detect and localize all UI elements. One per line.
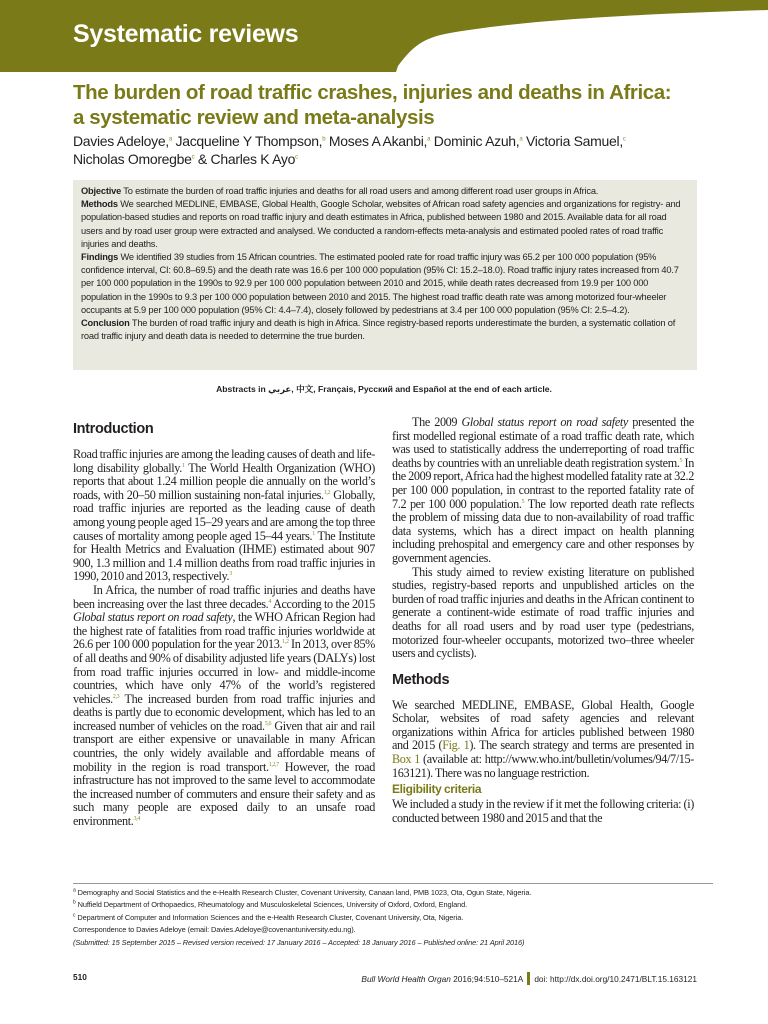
citation-ref[interactable]: 3 <box>229 571 232 578</box>
methods-paragraph-1 <box>392 699 694 781</box>
body-text: , the WHO African Region had the highest rate of fatalities from road traffic injuries worldwide at 26.6 per 100 000 population for the year 2013. <box>73 610 375 652</box>
affiliation-mark: a <box>427 136 431 143</box>
paper-title-line-2: a systematic review and meta-analysis <box>73 106 435 129</box>
box-link[interactable]: Box 1 <box>392 752 421 767</box>
author-name: Moses A Akanbi, <box>325 133 428 149</box>
body-text: The World Health Organization (WHO) reports that about 1.24 million people die annually on the world’s roads, with 20–50 million sustaining non-fatal injuries. <box>73 460 375 502</box>
citation-ref[interactable]: 1,2 <box>323 489 331 496</box>
journal-name: Bull World Health Organ <box>361 974 451 984</box>
citation-ref[interactable]: 1,2 <box>282 639 289 646</box>
body-text: ). The search strategy and terms are presented in <box>469 738 694 753</box>
affiliation-c <box>73 912 713 924</box>
affiliation-a <box>73 887 713 899</box>
body-text: In the 2009 report, Africa had the highest modelled fatality rate at 32.2 per 100 000 population, in contrast to the reported fatality rate of 7.2 per 100 000 population. <box>392 455 694 511</box>
author-list <box>73 132 713 168</box>
introduction-heading: Introduction <box>73 421 154 437</box>
affiliation-mark: c <box>73 912 76 919</box>
author-line-1 <box>73 132 713 150</box>
report-title: Global status report on road safety <box>73 610 233 625</box>
affiliation-mark: b <box>322 136 326 143</box>
abstract-conclusion <box>81 317 689 343</box>
affiliation-text: Nuffield Department of Orthopaedics, Rheumatology and Musculoskeletal Sciences, University of Oxford, Oxford, England. <box>75 900 468 910</box>
affiliation-mark: c <box>295 154 298 161</box>
abstract-text: We identified 39 studies from 15 African countries. The estimated pooled rate for road traffic injury was 65.2 per 100 000 population (95% confidence interval, CI: 60.8–69.5) and the death rate was 16.6 per 100 000 population (95% CI: 15.2–18.0). Road traffic injury rates increased from 40.7 per 100 000 population in the 1990s to 92.9 per 100 000 population between 2010 and 2015, while death rates decreased from 19.9 per 100 000 population in the 1990s to 9.3 per 100 000 population between 2010 and 2015. The highest road traffic death rate was among motorized four-wheeler occupants at 5.9 per 100 000 population (95% CI: 4.4–7.4), closely followed by pedestrians at 3.4 per 100 000 population (95% CI: 2.5–4.2). <box>81 252 679 315</box>
affiliation-mark: b <box>73 899 76 906</box>
body-text: The Institute for Health Metrics and Evaluation (IHME) estimated about 907 900, 1.3 million and 1.4 million deaths from road traffic injuries in 1990, 2010 and 2013, respectively. <box>73 528 375 584</box>
correspondence: Correspondence to Davies Adeloye (email: Davies.Adeloye@covenantuniversity.edu.ng). <box>73 925 356 935</box>
footer-divider <box>527 972 530 985</box>
author-name: Victoria Samuel, <box>522 133 623 149</box>
footnotes <box>73 883 713 949</box>
left-column <box>73 416 375 829</box>
figure-link[interactable]: Fig. 1 <box>442 738 470 753</box>
affiliation-mark: a <box>73 887 76 894</box>
abstract-box <box>73 180 697 370</box>
intro-paragraph-3 <box>392 416 694 566</box>
affiliation-mark: c <box>191 154 195 161</box>
citation-ref[interactable]: 1,2,7 <box>268 761 279 768</box>
author-line-2 <box>73 150 713 168</box>
author-name: Dominic Azuh, <box>430 133 520 149</box>
citation-ref[interactable]: 5 <box>679 457 683 464</box>
body-text: We searched MEDLINE, EMBASE, Global Health, Google Scholar, websites of road safety agencies and relevant organizations within Africa for articles published between 1980 and 2015 ( <box>392 697 694 753</box>
eligibility-heading: Eligibility criteria <box>392 782 482 797</box>
submission-text: (Submitted: 15 September 2015 – Revised version received: 17 January 2016 – Accepted: 18 January 2016 – Published online: 21 April 2016) <box>73 937 525 947</box>
affiliation-mark: a <box>168 136 172 143</box>
submission-dates <box>73 937 713 949</box>
affiliation-b <box>73 899 713 911</box>
author-name: Davies Adeloye, <box>73 133 169 149</box>
body-text: However, the road infrastructure has not improved to the same level to accommodate the increased number of commuters and ensure their safety and as such many people are exposed daily to an unsafe road environment. <box>73 759 375 829</box>
report-title: Global status report on road safety <box>461 415 628 429</box>
author-name: Nicholas Omoregbe <box>73 151 192 167</box>
body-text: presented the first modelled regional estimate of a road traffic death rate, which was used to statistically address the underreporting of road traffic deaths by countries with an unreliable death registration system. <box>392 415 694 470</box>
citation-ref[interactable]: 3,4 <box>133 815 140 822</box>
body-text: Globally, road traffic injuries are reported as the leading cause of death among young people aged 15–29 years and are among the top three causes of mortality among people aged 15–44 years. <box>73 487 376 543</box>
page-number: 510 <box>73 972 87 982</box>
intro-paragraph-2 <box>73 584 375 829</box>
abstract-label: Conclusion <box>81 318 130 329</box>
intro-paragraph-4: This study aimed to review existing literature on published studies, registry-based reports and unpublished articles on the burden of road traffic injuries and deaths in the African continent to generate a continent-wide estimate of road traffic injuries and deaths for all road users and by road user type (pedestrians, motorized four-wheeler occupants, motorized two–three wheeler users and cyclists). <box>392 564 694 661</box>
author-name: & Charles K Ayo <box>194 151 296 167</box>
affiliation-text: Department of Computer and Information Sciences and the e-Health Research Cluster, Covenant University, Ota, Nigeria. <box>75 912 464 922</box>
citation-ref[interactable]: 4 <box>268 598 272 605</box>
body-text: Road traffic injuries are among the leading causes of death and life-long disability globally. <box>73 447 375 475</box>
body-text: In 2013, over 85% of all deaths and 90% of disability adjusted life years (DALYs) lost from road traffic injuries occurred in low- and middle-income countries, which have only 47% of the world’s registered vehicles. <box>73 637 375 706</box>
body-text: Given that air and rail transport are either expensive or unavailable in many African countries, the only widely available and affordable means of mobility in the region is road transport. <box>73 718 375 774</box>
abstract-text: The burden of road traffic injury and death is high in Africa. Since registry-based reports underestimate the burden, a systematic collation of road traffic injury and death data is needed to determine the true burden. <box>81 318 676 342</box>
journal-citation <box>361 972 697 985</box>
paper-title <box>73 80 713 130</box>
abstract-languages-note: Abstracts in عربي, 中文, Français, Русский and Español at the end of each article. <box>216 384 552 394</box>
doi-link[interactable]: doi: http://dx.doi.org/10.2471/BLT.15.163121 <box>534 974 697 984</box>
body-text: The low reported death rate reflects the problem of missing data due to non-availability of road traffic data systems, which has a direct impact on health planning including prehospital and emergency care and other responses by government agencies. <box>392 496 694 565</box>
abstract-findings <box>81 251 689 317</box>
right-column <box>392 416 694 825</box>
section-title: Systematic reviews <box>73 20 299 48</box>
abstract-objective <box>81 185 689 198</box>
body-text: In Africa, the number of road traffic injuries and deaths have been increasing over the last three decades. <box>73 582 375 611</box>
abstract-label: Findings <box>81 252 119 263</box>
paper-title-line-1: The burden of road traffic crashes, injuries and deaths in Africa: <box>73 81 672 104</box>
methods-heading: Methods <box>392 671 450 688</box>
abstract-methods <box>81 198 689 251</box>
body-text: (available at: http://www.who.int/bulletin/volumes/94/7/15-163121). There was no language restriction. <box>392 752 694 780</box>
body-text: According to the 2015 <box>271 596 375 611</box>
section-banner <box>0 0 768 72</box>
body-text: The 2009 <box>412 415 462 429</box>
citation-ref[interactable]: 2,3 <box>112 693 120 700</box>
affiliation-text: Demography and Social Statistics and the e-Health Research Cluster, Covenant University, Canaan land, PMB 1023, Ota, Ogun State, Nigeria. <box>75 888 532 897</box>
eligibility-paragraph: We included a study in the review if it met the following criteria: (i) conducted between 1980 and 2015 and that the <box>392 797 694 825</box>
author-name: Jacqueline Y Thompson, <box>171 133 323 149</box>
page-footer <box>73 971 697 985</box>
abstract-text: We searched MEDLINE, EMBASE, Global Health, Google Scholar, websites of African road safety agencies and organizations for registry- and population-based studies and reports on road traffic injury and death estimates in Africa, published between 1980 and 2015. Available data for all road users and by road user group were extracted and analysed. We conducted a random-effects meta-analysis and estimated pooled rates of road traffic injuries and deaths. <box>81 199 681 249</box>
citation-ref[interactable]: 1 <box>312 530 315 537</box>
abstract-label: Methods <box>81 199 118 210</box>
citation-ref[interactable]: 5 <box>521 498 525 505</box>
journal-volume: 2016;94:510–521A <box>450 974 524 984</box>
citation-ref[interactable]: 5,6 <box>264 720 272 727</box>
abstract-text: To estimate the burden of road traffic injuries and deaths for all road users and among different road user groups in Africa. <box>121 186 599 196</box>
citation-ref[interactable]: 1 <box>181 462 185 469</box>
affiliation-mark: c <box>622 136 626 143</box>
affiliation-mark: a <box>519 136 523 143</box>
abstract-label: Objective <box>81 186 122 196</box>
body-text: The increased burden from road traffic injuries and deaths is partly due to economic development, which has led to an increased number of vehicles on the road. <box>73 691 375 733</box>
intro-paragraph-1 <box>73 448 375 584</box>
